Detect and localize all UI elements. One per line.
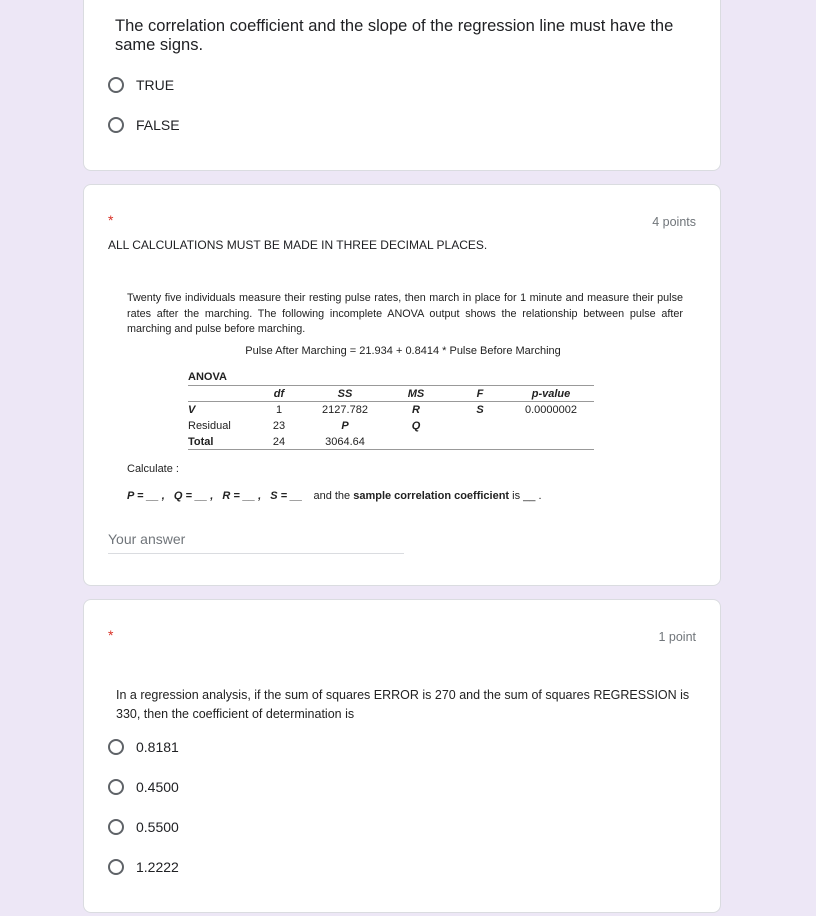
row-ss: 2127.782 xyxy=(322,404,368,416)
row-df: 1 xyxy=(275,404,283,416)
calculate-label: Calculate : xyxy=(127,463,179,475)
header-f: F xyxy=(476,388,484,400)
row-source: Residual xyxy=(188,420,231,432)
radio-button[interactable] xyxy=(108,819,124,835)
row-p-value: 0.0000002 xyxy=(525,404,577,416)
header-p-value: p-value xyxy=(531,388,571,400)
blank-s: S = __ xyxy=(270,490,303,502)
radio-button[interactable] xyxy=(108,739,124,755)
problem-text: Twenty five individuals measure their resting pulse rates, then march in place for 1 minute and measure their pulse rates after the marching. The following incomplete ANOVA output shows the relationship between pulse after marching and pulse before marching. xyxy=(127,292,683,335)
option-1-2222[interactable] xyxy=(108,859,179,875)
radio-button[interactable] xyxy=(108,779,124,795)
row-ss: P xyxy=(341,420,349,432)
question-card-correlation xyxy=(83,0,721,171)
answer-input[interactable] xyxy=(108,531,404,554)
prompt-bold: sample correlation coefficient xyxy=(353,490,510,502)
option-0-5500[interactable] xyxy=(108,819,179,835)
question-text: The correlation coefficient and the slope of the regression line must have the same signs. xyxy=(115,17,674,54)
option-0-4500[interactable] xyxy=(108,779,179,795)
radio-button[interactable] xyxy=(108,117,124,133)
option-true[interactable] xyxy=(108,77,174,93)
regression-equation: Pulse After Marching = 21.934 + 0.8414 * Pulse Before Marching xyxy=(245,345,561,357)
question-text: In a regression analysis, if the sum of squares ERROR is 270 and the sum of squares REGRESSION is 330, then the coefficient of determination is xyxy=(116,688,690,721)
row-ss: 3064.64 xyxy=(325,436,365,448)
table-rule-top xyxy=(188,385,594,386)
row-source: V xyxy=(188,404,196,416)
radio-button[interactable] xyxy=(108,859,124,875)
option-label: 1.2222 xyxy=(136,859,179,875)
row-ms: R xyxy=(412,404,420,416)
header-ms: MS xyxy=(407,388,425,400)
instruction-text: ALL CALCULATIONS MUST BE MADE IN THREE DECIMAL PLACES. xyxy=(108,238,488,252)
points-label: 1 point xyxy=(658,630,696,644)
option-label: 0.5500 xyxy=(136,819,179,835)
option-label: 0.8181 xyxy=(136,739,179,755)
required-asterisk: * xyxy=(108,212,114,228)
points-label: 4 points xyxy=(652,215,696,229)
option-false[interactable] xyxy=(108,117,180,133)
blank-p: P = __ , xyxy=(127,490,165,502)
required-asterisk: * xyxy=(108,627,114,643)
row-f: S xyxy=(476,404,484,416)
blank-r: R = __ , xyxy=(222,490,262,502)
header-df: df xyxy=(273,388,285,400)
row-df: 23 xyxy=(272,420,286,432)
blank-q: Q = __ , xyxy=(173,490,214,502)
row-ms: Q xyxy=(411,420,421,432)
table-rule-bottom xyxy=(188,449,594,450)
table-rule-header xyxy=(188,401,594,402)
question-card-anova xyxy=(83,184,721,586)
anova-title: ANOVA xyxy=(188,371,227,383)
row-df: 24 xyxy=(272,436,286,448)
option-label: 0.4500 xyxy=(136,779,179,795)
radio-button[interactable] xyxy=(108,77,124,93)
prompt-middle: and the xyxy=(313,490,351,502)
question-card-determination xyxy=(83,599,721,913)
option-0-8181[interactable] xyxy=(108,739,179,755)
header-ss: SS xyxy=(337,388,353,400)
option-label: FALSE xyxy=(136,117,180,133)
fill-in-prompt xyxy=(127,490,542,502)
option-label: TRUE xyxy=(136,77,175,93)
prompt-end: is __ . xyxy=(512,490,542,502)
row-source: Total xyxy=(188,436,214,448)
